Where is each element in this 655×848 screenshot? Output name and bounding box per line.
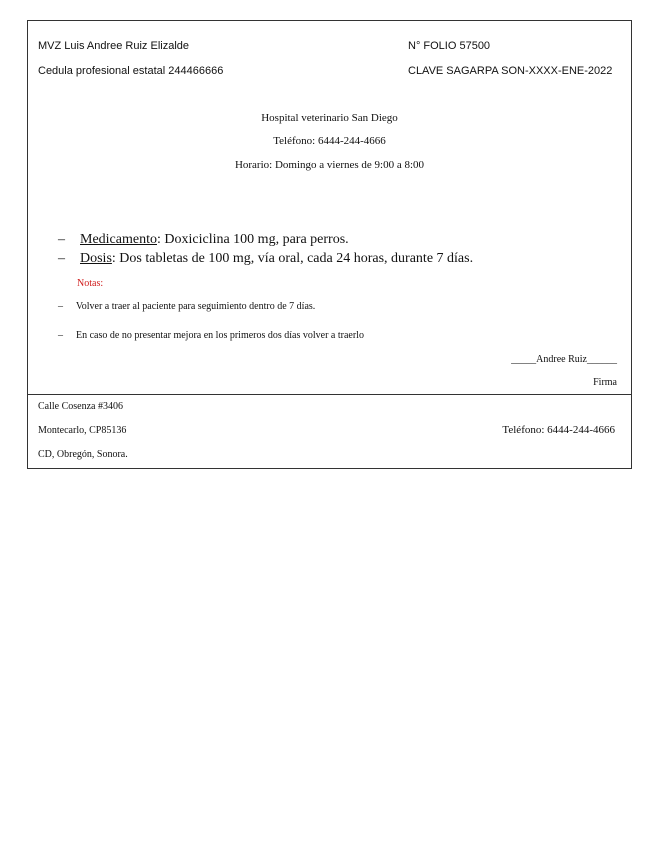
clinic-hours: Horario: Domingo a viernes de 9:00 a 8:00: [234, 159, 425, 171]
list-dash: –: [58, 301, 63, 312]
address-line-3: CD, Obregón, Sonora.: [38, 449, 128, 460]
address-line-1: Calle Cosenza #3406: [38, 401, 123, 412]
footer-phone: Teléfono: 6444-244-4666: [502, 424, 615, 436]
footer-divider: [28, 394, 631, 395]
clinic-phone: Teléfono: 6444-244-4666: [273, 135, 386, 147]
note-item-2: [58, 331, 364, 341]
notes-label: Notas:: [77, 278, 104, 289]
professional-license: Cedula profesional estatal 244466666: [38, 65, 224, 77]
medication-label: Medicamento: [80, 232, 157, 247]
signature-line: _____Andree Ruiz______: [511, 354, 617, 365]
folio-number: N° FOLIO 57500: [408, 40, 491, 52]
address-line-2: Montecarlo, CP85136: [38, 425, 127, 436]
signature-label: Firma: [593, 377, 617, 388]
dose-line: [58, 252, 473, 266]
medication-value: : Doxiciclina 100 mg, para perros.: [156, 232, 349, 247]
sagarpa-key: CLAVE SAGARPA SON-XXXX-ENE-2022: [408, 65, 613, 77]
note-text-1: Volver a traer al paciente para seguimiento dentro de 7 días.: [75, 301, 316, 312]
medication-line: [58, 233, 349, 247]
dose-value: : Dos tabletas de 100 mg, vía oral, cada 24 horas, durante 7 días.: [111, 251, 474, 266]
doctor-name: MVZ Luis Andree Ruiz Elizalde: [38, 40, 190, 52]
dose-label: Dosis: [80, 251, 112, 266]
clinic-name: Hospital veterinario San Diego: [261, 112, 398, 124]
list-dash: –: [58, 251, 65, 266]
list-dash: –: [58, 232, 65, 247]
list-dash: –: [58, 330, 63, 341]
prescription-sheet: [27, 20, 632, 469]
note-text-2: En caso de no presentar mejora en los primeros dos días volver a traerlo: [76, 330, 364, 341]
note-item-1: [58, 302, 315, 312]
